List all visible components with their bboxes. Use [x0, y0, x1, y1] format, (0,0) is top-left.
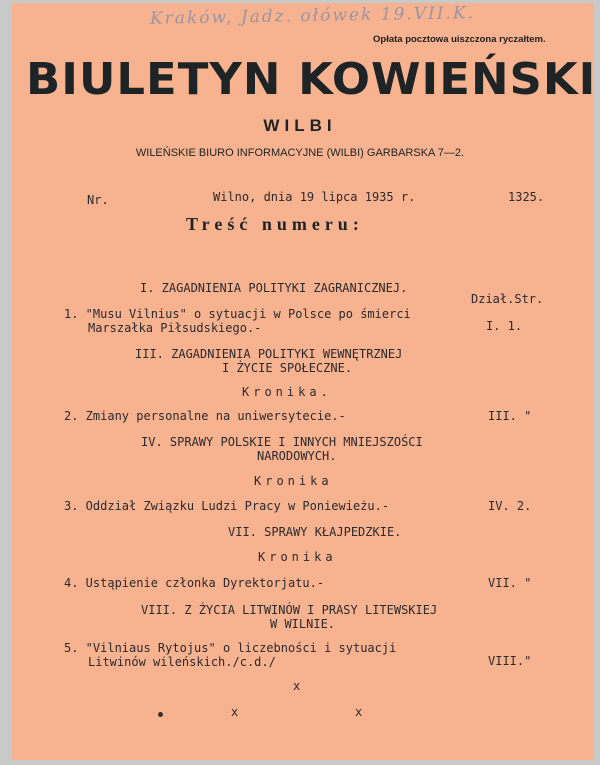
toc-item-ref: III. " — [488, 409, 532, 423]
section-heading: III. ZAGADNIENIA POLITYKI WEWNĘTRZNEJ — [135, 347, 403, 361]
bulletin-subtitle: WILBI — [263, 116, 337, 135]
issue-date: Wilno, dnia 19 lipca 1935 r. — [213, 190, 416, 204]
section-heading: NARODOWYCH. — [257, 449, 337, 463]
toc-item-ref: VIII." — [488, 654, 532, 668]
bulletin-title: BIULETYN KOWIEŃSKI — [26, 54, 597, 105]
section-heading: VII. SPRAWY KŁAJPEDZKIE. — [228, 525, 402, 539]
bureau-line: WILEŃSKIE BIURO INFORMACYJNE (WILBI) GARBARSKA 7—2. — [135, 147, 465, 159]
issue-number: 1325. — [508, 190, 545, 204]
ink-dot — [158, 712, 163, 717]
toc-item-ref: VII. " — [488, 576, 532, 590]
section-heading: W WILNIE. — [270, 617, 336, 631]
toc-item-text: 2. Zmiany personalne na uniwersytecie.- — [64, 409, 346, 423]
section-heading: VIII. Z ŻYCIA LITWINÓW I PRASY LITEWSKIEJ — [141, 603, 438, 617]
toc-item-text: 5. "Vilniaus Rytojus" o liczebności i sytuacji — [64, 641, 397, 655]
toc-item-ref: I. 1. — [486, 319, 523, 333]
toc-item-text: Litwinów wileńskich./c.d./ — [88, 655, 276, 669]
end-mark: x — [293, 679, 301, 693]
issue-nr-label: Nr. — [87, 193, 109, 207]
section-heading: IV. SPRAWY POLSKIE I INNYCH MNIEJSZOŚCI — [141, 435, 423, 449]
end-mark: x — [355, 705, 363, 719]
handwritten-note: Kraków, Jadz. ołówek 19.VII.K. — [149, 3, 476, 29]
toc-item-text: Marszałka Piłsudskiego.- — [88, 321, 262, 335]
kronika-label: Kronika — [254, 474, 333, 488]
contents-heading: Treść numeru: — [186, 214, 364, 234]
end-mark: x — [231, 705, 239, 719]
column-header: Dział.Str. — [471, 292, 544, 306]
kronika-label: Kronika — [258, 550, 337, 564]
toc-item-text: 1. "Musu Vilnius" o sytuacji w Polsce po śmierci — [64, 307, 411, 321]
kronika-label: Kronika. — [242, 385, 332, 399]
section-heading: I ŻYCIE SPOŁECZNE. — [222, 361, 353, 375]
toc-item-text: 4. Ustąpienie członka Dyrektorjatu.- — [64, 576, 325, 590]
toc-item-ref: IV. 2. — [488, 499, 532, 513]
postage-note: Opłata pocztowa uiszczona ryczałtem. — [373, 34, 546, 45]
section-heading: I. ZAGADNIENIA POLITYKI ZAGRANICZNEJ. — [140, 281, 408, 295]
toc-item-text: 3. Oddział Związku Ludzi Pracy w Poniewieżu.- — [64, 499, 390, 513]
